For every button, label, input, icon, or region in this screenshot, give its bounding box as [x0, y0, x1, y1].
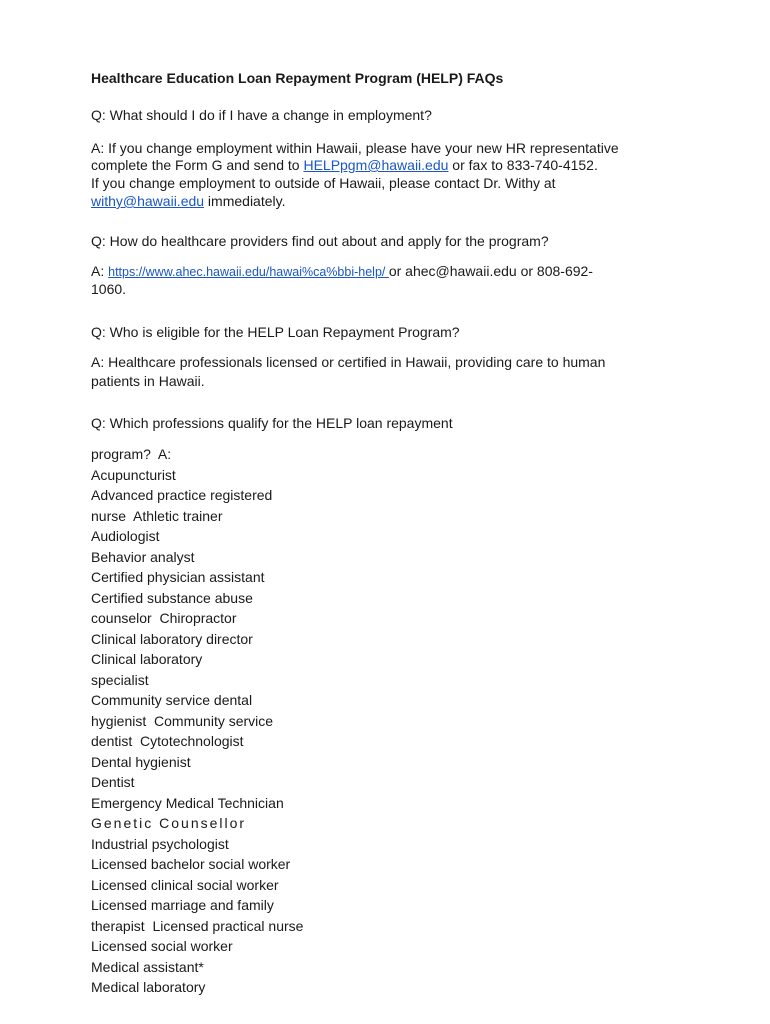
faq4-question: Q: Which professions qualify for the HELP loan repayment — [91, 415, 453, 431]
list-item: counselor Chiropractor — [91, 610, 237, 626]
list-item: Clinical laboratory director — [91, 630, 253, 647]
list-item: Dentist — [91, 774, 135, 790]
list-item: Audiologist — [91, 528, 160, 544]
list-item: Industrial psychologist — [91, 835, 229, 852]
faq1-answer-line1: A: If you change employment within Hawaii, please have your new HR representative — [91, 140, 619, 156]
list-item: nurse Athletic trainer — [91, 507, 223, 524]
help-email-link[interactable]: HELPpgm@hawaii.edu — [303, 157, 449, 173]
professions-list — [91, 444, 303, 998]
faq1-answer-text: complete the Form G and send to — [91, 157, 304, 173]
list-item: Behavior analyst — [91, 548, 195, 565]
list-item: Genetic Counsellor — [91, 815, 247, 831]
list-item: Acupuncturist — [91, 466, 176, 483]
faq2-contact-text: or ahec@hawaii.edu or 808-692- — [388, 263, 593, 279]
list-item: Emergency Medical Technician — [91, 794, 284, 811]
list-item: Medical laboratory — [91, 979, 206, 995]
faq2-answer-line1 — [91, 263, 593, 281]
faq3-answer-line1: A: Healthcare professionals licensed or certified in Hawaii, providing care to human — [91, 354, 606, 370]
list-item: therapist Licensed practical nurse — [91, 917, 304, 934]
list-item: hygienist Community service — [91, 712, 274, 729]
list-item: Certified substance abuse — [91, 589, 253, 606]
faq1-answer-line2 — [91, 157, 598, 174]
list-item: Licensed marriage and family — [91, 897, 274, 913]
faq2-answer-prefix: A: — [91, 263, 109, 279]
faq1-question: Q: What should I do if I have a change in employment? — [91, 107, 432, 123]
list-item: Licensed social worker — [91, 938, 233, 954]
withy-email-link[interactable]: withy@hawaii.edu — [91, 193, 205, 209]
faq3-question: Q: Who is eligible for the HELP Loan Repayment Program? — [91, 324, 460, 340]
faq2-answer-line2: 1060. — [91, 281, 127, 297]
list-item: program? A: — [91, 446, 172, 462]
faq1-answer-line3: If you change employment to outside of Hawaii, please contact Dr. Withy at — [91, 175, 556, 191]
list-item: Licensed bachelor social worker — [91, 856, 291, 872]
list-item: Clinical laboratory — [91, 651, 203, 667]
list-item: Community service dental — [91, 692, 253, 708]
list-item: Licensed clinical social worker — [91, 876, 279, 893]
list-item: Dental hygienist — [91, 753, 191, 770]
list-item: dentist Cytotechnologist — [91, 733, 244, 749]
list-item: Advanced practice registered — [91, 487, 273, 503]
faq1-fax-text: or fax to 833-740-4152. — [448, 157, 598, 173]
ahec-url-link[interactable]: https://www.ahec.hawaii.edu/hawai%ca%bbi-help/ — [108, 265, 389, 279]
faq2-question: Q: How do healthcare providers find out about and apply for the program? — [91, 233, 549, 249]
faq1-immediately-text: immediately. — [204, 193, 286, 209]
page-title: Healthcare Education Loan Repayment Program (HELP) FAQs — [91, 70, 504, 86]
list-item: Certified physician assistant — [91, 569, 265, 585]
faq3-answer-line2: patients in Hawaii. — [91, 373, 205, 389]
list-item: specialist — [91, 671, 149, 688]
faq1-answer-line4 — [91, 193, 285, 210]
list-item: Medical assistant* — [91, 958, 204, 975]
